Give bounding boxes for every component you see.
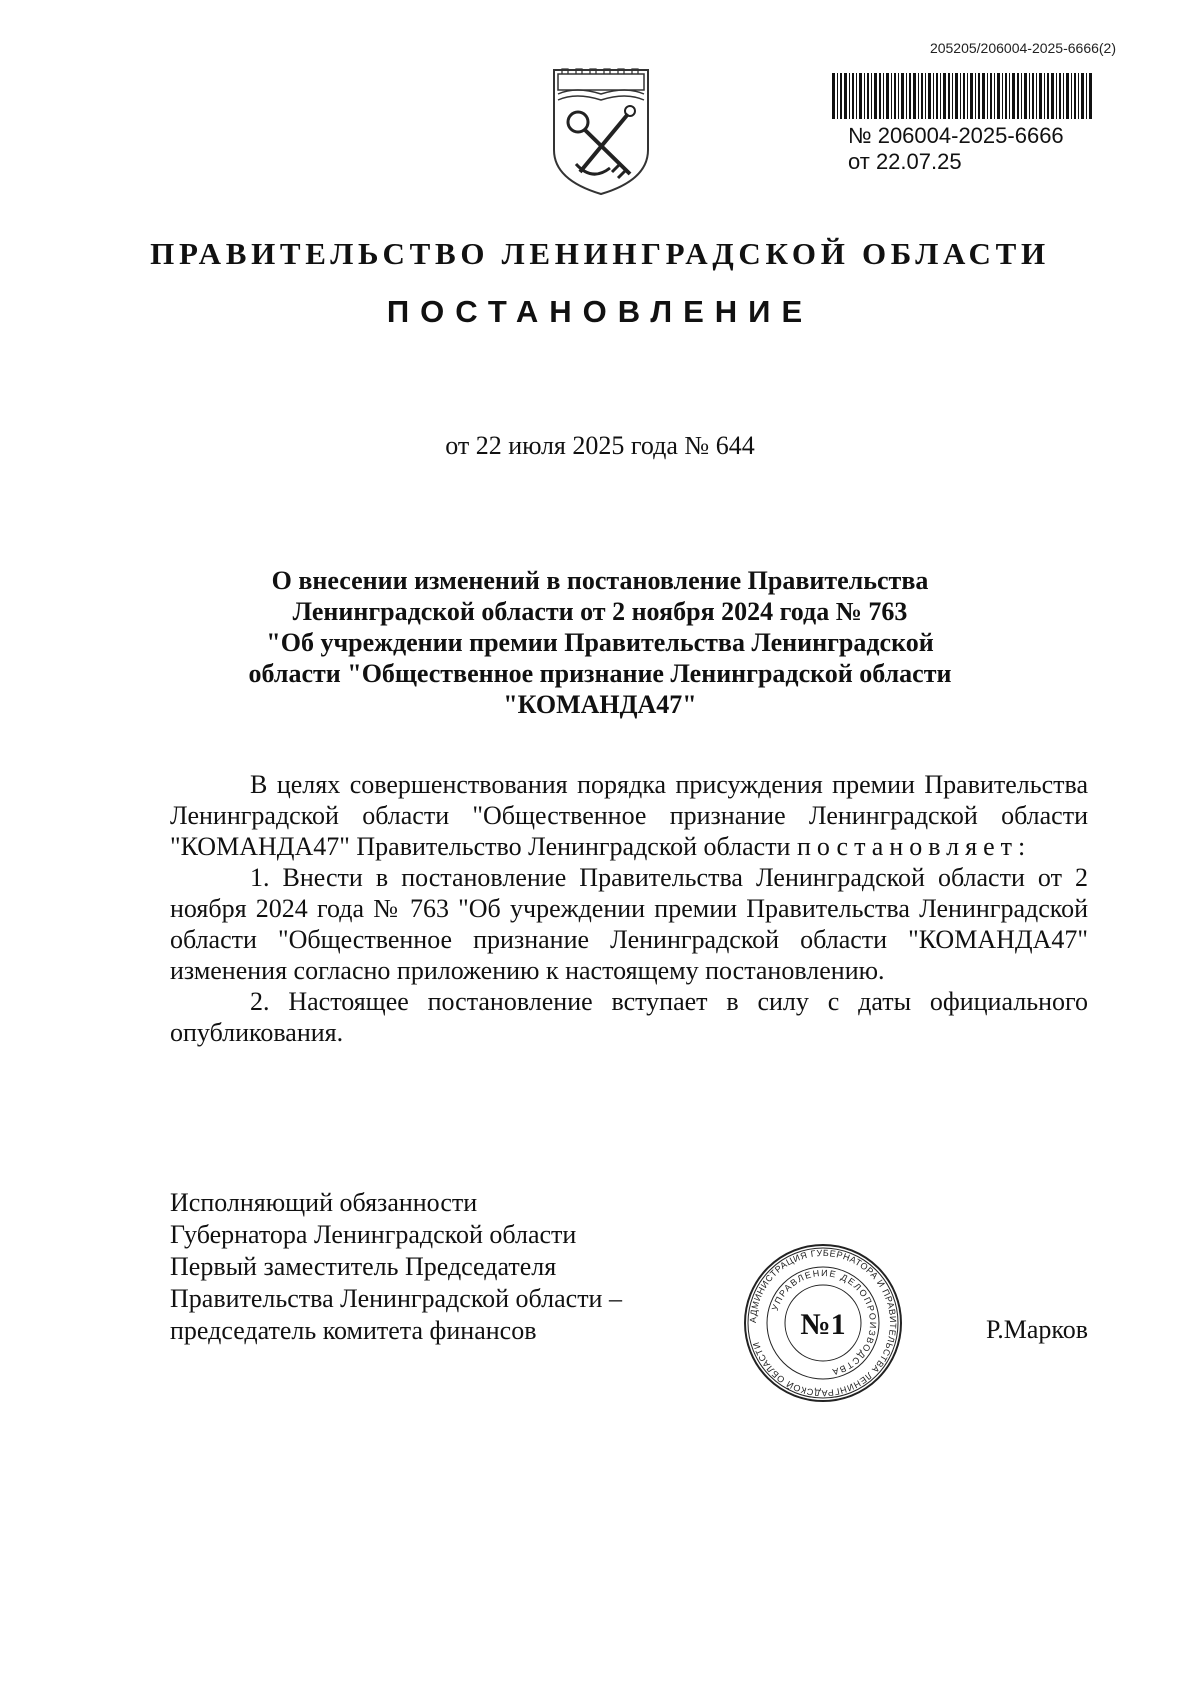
signer-block [170, 1187, 690, 1347]
barcode-icon [832, 73, 1092, 119]
signer-line: председатель комитета финансов [170, 1316, 537, 1345]
document-type-title: ПОСТАНОВЛЕНИЕ [386, 294, 814, 329]
government-title: ПРАВИТЕЛЬСТВО ЛЕНИНГРАДСКОЙ ОБЛАСТИ [150, 236, 1050, 271]
preamble-text: В целях совершенствования порядка присуждения премии Правительства Ленинградской области "Общественное признание Ленинградской области "КОМАНДА47" Правительство Ленинградской области [170, 770, 1088, 861]
body-item-1: 1. Внести в постановление Правительства Ленинградской области от 2 ноября 2024 года № 763 "Об учреждении премии Правительства Ленинградской области "Общественное признание Ленинградской области "КОМАНДА47" изменения согласно приложению к настоящему постановлению. [170, 863, 1088, 985]
stamp-number: №1 [800, 1308, 846, 1341]
signer-line: Первый заместитель Председателя [170, 1252, 557, 1281]
body-preamble [170, 769, 1088, 862]
subject-line: "Об учреждении премии Правительства Ленинградской [266, 628, 934, 657]
resolves-word: постановляет: [796, 832, 1032, 861]
document-body [170, 769, 1088, 1048]
registration-number: № 206004-2025-6666 [848, 123, 1064, 148]
signer-line: Губернатора Ленинградской области [170, 1220, 577, 1249]
document-id: 205205/206004-2025-6666(2) [929, 40, 1116, 56]
subject-line: Ленинградской области от 2 ноября 2024 года № 763 [292, 597, 908, 626]
document-date-number: от 22 июля 2025 года № 644 [445, 431, 755, 460]
document-subject [170, 565, 1030, 720]
stamp-inner-text: УПРАВЛЕНИЕ ДЕЛОПРОИЗВОДСТВА [769, 1267, 879, 1378]
registration-date: от 22.07.25 [848, 149, 962, 174]
signer-line: Исполняющий обязанности [170, 1188, 478, 1217]
subject-line: О внесении изменений в постановление Правительства [271, 566, 929, 595]
official-stamp-icon [742, 1242, 904, 1404]
signer-line: Правительства Ленинградской области – [170, 1284, 622, 1313]
body-item-2: 2. Настоящее постановление вступает в силу с даты официального опубликования. [170, 987, 1088, 1047]
coat-of-arms-icon [548, 64, 654, 198]
subject-line: "КОМАНДА47" [503, 690, 697, 719]
stamp-ring-text: АДМИНИСТРАЦИЯ ГУБЕРНАТОРА И ПРАВИТЕЛЬСТВА ЛЕНИНГРАДСКОЙ ОБЛАСТИ [747, 1247, 899, 1399]
signer-name: Р.Марков [986, 1315, 1088, 1344]
subject-line: области "Общественное признание Ленинградской области [248, 659, 952, 688]
